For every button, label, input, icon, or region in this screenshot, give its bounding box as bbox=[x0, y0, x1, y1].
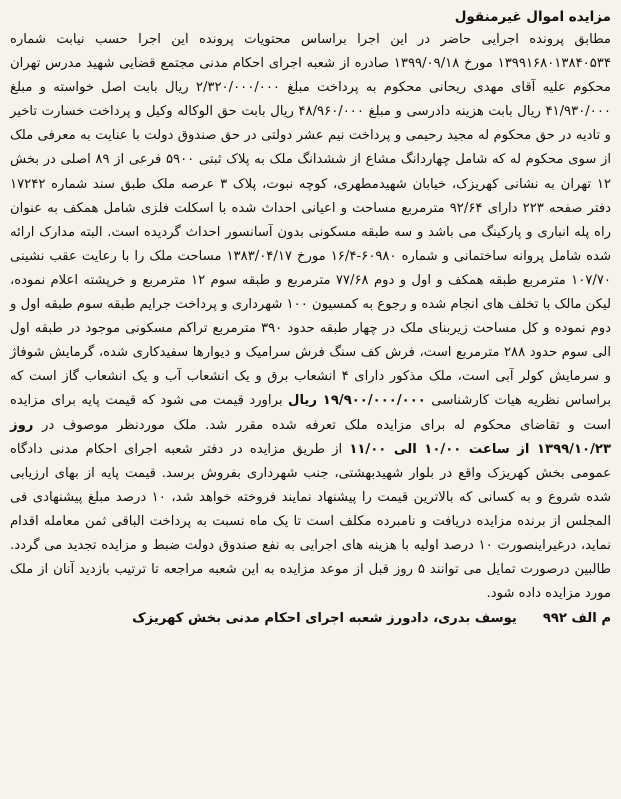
notice-text-after-price: براورد قیمت می شود که قیمت پایه برای مزایده است و تقاضای محکوم له برای مزایده ملک تعرفه شده مقرر شد. ملک موردنظر موصوف در bbox=[10, 393, 611, 433]
notice-footer bbox=[10, 608, 611, 630]
notice-title: مزایده اموال غیرمنقول bbox=[454, 9, 611, 25]
notice-body bbox=[10, 28, 611, 606]
notice-paragraph: مطابق پرونده اجرایی حاضر در این اجرا براساس محتویات پرونده این اجرا حسب نیابت شماره ۱۳۹۹۱۶۸۰۱۳۸۴۰۵۳۴ مورخ ۱۳۹۹/۰۹/۱۸ صادره از شعبه اجرای احکام مدنی مجتمع قضایی شهید مدرس تهران محکوم علیه آقای مهدی ریحانی محکوم به پرداخت مبلغ ۲/۳۲۰/۰۰۰/۰۰۰ ریال بابت اصل خواسته و مبلغ ۴۱/۹۳۰/۰۰۰ ریال بابت هزینه دادرسی و مبلغ ۴۸/۹۶۰/۰۰۰ ریال بابت حق الوکاله وکیل و پرداخت خسارت تاخیر و تادیه در حق محکوم له مجید رحیمی و پرداخت نیم عشر دولتی در حق صندوق دولت با عنایت به معرفی ملک از سوی محکوم له که شامل چهاردانگ مشاع از ششدانگ ملک به پلاک ثبتی ۵۹۰۰ فرعی از ۸۹ اصلی در بخش ۱۲ تهران به نشانی کهریزک، خیابان شهیدمطهری، کوچه نبوت، پلاک ۳ عرصه ملک طبق سند شماره ۱۷۲۴۲ دفتر صفحه ۲۲۳ دارای ۹۲/۶۴ مترمربع مساحت و اعیانی احداث شده با اسکلت فلزی شامل همکف به عنوان راه پله انباری و پارکینگ می باشد و سه طبقه مسکونی بدون آسانسور احداث گردیده است. البته مدارک ارائه شده شامل پروانه ساختمانی و شماره ۶۰۹۸۰-۱۶/۴ مورخ ۱۳۸۳/۰۴/۱۷ مساحت ملک را با رعایت عقب نشینی ۱۰۷/۷۰ مترمربع طبقه همکف و اول و دوم ۷۷/۶۸ مترمربع و طبقه سوم ۱۲ مترمربع و خرپشته اعلام نموده، لیکن مالک با تخلف های انجام شده و رجوع به کمسیون ۱۰۰ شهرداری و پرداخت جرایم طبقه سوم طبقه اول و دوم نموده و کل مساحت زیربنای ملک در چهار طبقه حدود ۳۹۰ مترمربع تراکم مسکونی موجود در طبقه اول الی سوم حدود ۲۸۸ مترمربع است، فرش کف سنگ فرش سرامیک و دیوارها سفیدکاری شده، گرمایش شوفاژ و سرمایش کولر آبی است، ملک مذکور دارای ۴ انشعاب برق و یک انشعاب آب و یک انشعاب گاز است که براساس نظریه هیات کارشناسی bbox=[10, 32, 612, 409]
notice-text-after-date: از طریق مزایده در دفتر شعبه اجرای احکام مدنی دادگاه عمومی بخش کهریزک واقع در بلوار شهیدبهشتی، جنب شهرداری بفروش برسد. قیمت پایه از بهای ارزیابی شده شروع و به کسانی که بالاترین قیمت را پیشنهاد نمایند فروخته خواهد شد، ۱۰ درصد مبلغ پیشنهادی فی المجلس از برنده مزایده دریافت و نامبرده مکلف است تا یک ماه نسبت به پرداخت الباقی ثمن معامله اقدام نماید، درغیراینصورت ۱۰ درصد اولیه با هزینه های اجرایی به نفع صندوق دولت ضبط و مزایده تجدید می گردد. طالبین درصورت تمایل می توانند ۵ روز قبل از موعد مزایده به این شعبه مراجعه تا ترتیب بازدید آنان از ملک مورد مزایده داده شود. bbox=[10, 441, 611, 602]
reference-code: م الف ۹۹۲ bbox=[542, 611, 611, 627]
auction-date-time: روز ۱۳۹۹/۱۰/۲۳ از ساعت ۱۰/۰۰ الی ۱۱/۰۰ bbox=[10, 417, 612, 457]
appraised-price: ۱۹/۹۰۰/۰۰۰/۰۰۰ ریال bbox=[288, 393, 426, 409]
signature-line: یوسف بدری، دادورز شعبه اجرای احکام مدنی بخش کهریزک bbox=[132, 611, 517, 627]
